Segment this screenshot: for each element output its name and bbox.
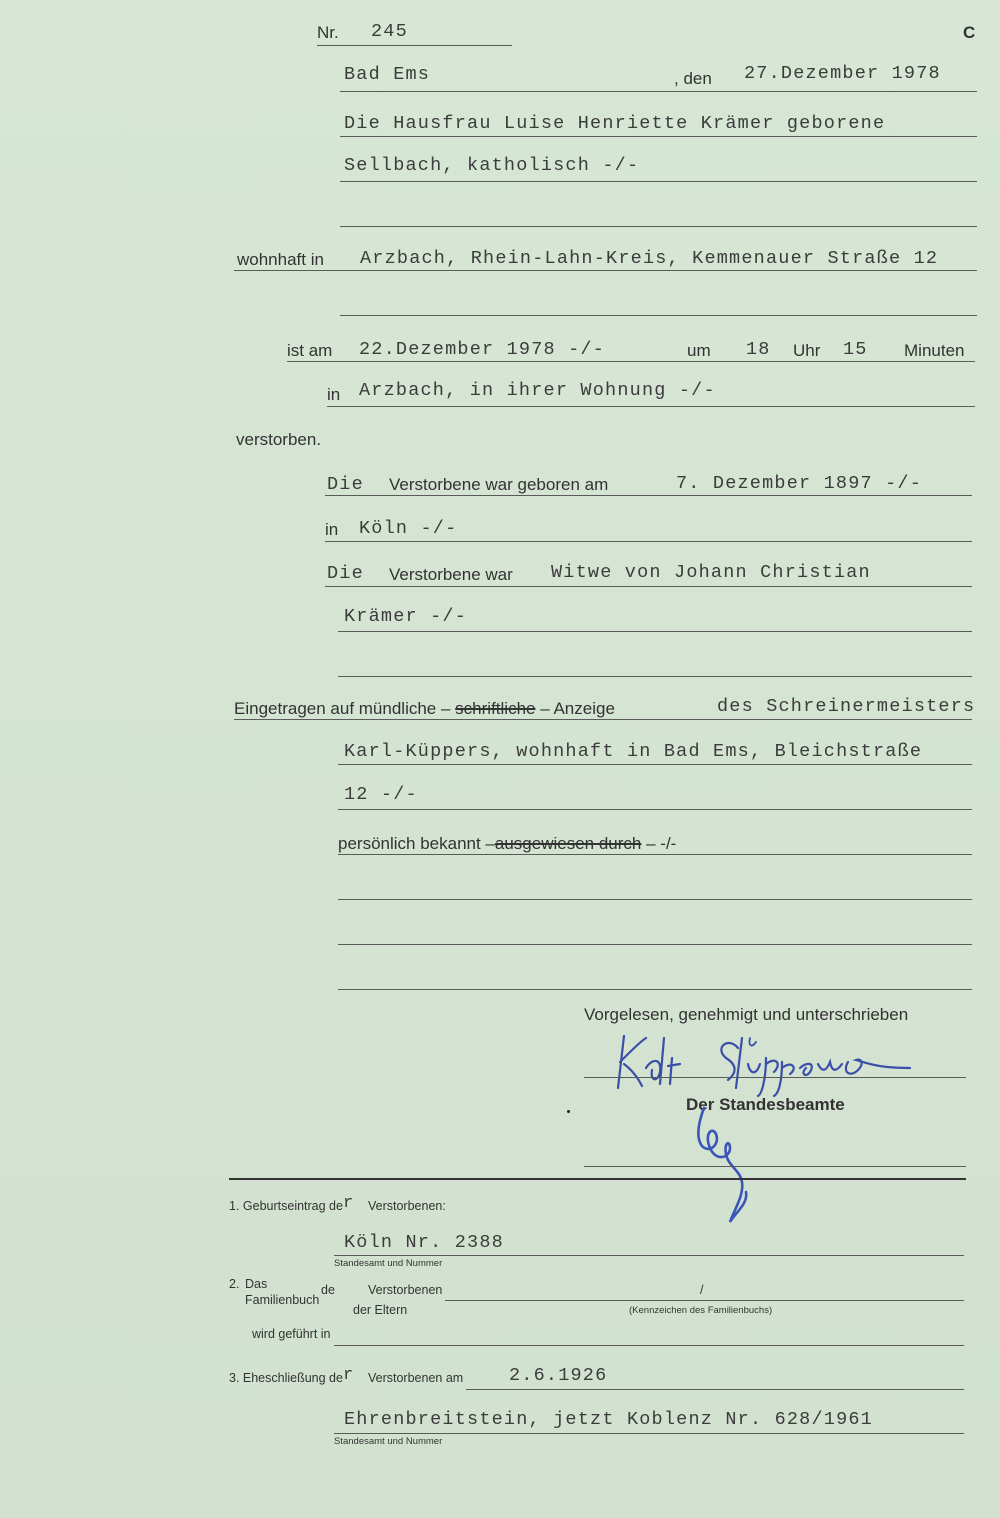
den-label: , den [674, 69, 712, 88]
marriage-date: 2.6.1926 [509, 1365, 608, 1386]
death-place-label: in [327, 385, 341, 404]
footer-divider [229, 1178, 966, 1180]
footer1-value: Köln Nr. 2388 [344, 1232, 504, 1253]
rule [325, 541, 972, 542]
birth-label: Verstorbene war geboren am [389, 475, 609, 494]
footer2-eltern: der Eltern [353, 1303, 408, 1317]
rule [338, 854, 972, 855]
status-line1: Witwe von Johann Christian [551, 562, 871, 583]
rule [334, 1255, 964, 1256]
rule [340, 226, 977, 227]
death-date-label: ist am [287, 341, 333, 360]
um-label: um [687, 341, 711, 360]
nr-underline [317, 45, 512, 46]
report-label-struck: schriftliche [455, 699, 536, 718]
rule [325, 586, 972, 587]
informant-line2: Karl-Küppers, wohnhaft in Bad Ems, Bleichstraße [344, 741, 923, 762]
nr-value: 245 [371, 21, 408, 42]
rule [334, 1345, 964, 1346]
footer1-suffix: r [343, 1194, 355, 1213]
footer2-familienbuch: Familienbuch [245, 1293, 320, 1307]
rule [338, 989, 972, 990]
residence-value: Arzbach, Rhein-Lahn-Kreis, Kemmenauer Straße 12 [360, 248, 939, 269]
sig-umlaut [749, 1038, 756, 1045]
known-label [338, 834, 676, 854]
footer2-de: de [321, 1283, 335, 1297]
death-place: Arzbach, in ihrer Wohnung -/- [359, 380, 716, 401]
sig-kueppers [721, 1038, 910, 1096]
nr-label: Nr. [317, 23, 339, 42]
rule [445, 1300, 964, 1301]
rule [340, 181, 977, 182]
death-minutes: 15 [843, 339, 868, 360]
rule [338, 809, 972, 810]
signature-line [584, 1077, 966, 1078]
header-underline [340, 91, 977, 92]
footer2-das: Das [245, 1277, 268, 1291]
rule [327, 406, 975, 407]
known-label-pre: persönlich bekannt – [338, 834, 495, 853]
footer2-caption: (Kennzeichen des Familienbuchs) [629, 1305, 773, 1316]
birth-date: 7. Dezember 1897 -/- [676, 473, 923, 494]
record-date: 27.Dezember 1978 [744, 63, 941, 84]
status-label: Verstorbene war [389, 565, 513, 584]
report-label-post: – Anzeige [540, 699, 615, 718]
verstorben-label: verstorben. [236, 430, 322, 449]
known-label-post: – -/- [646, 834, 677, 853]
rule [287, 361, 975, 362]
ink-dot [567, 1110, 570, 1113]
deceased-name-line2: Sellbach, katholisch -/- [344, 155, 640, 176]
rule [340, 315, 977, 316]
footer1-caption: Standesamt und Nummer [334, 1258, 443, 1269]
footer3-suffix: r [343, 1366, 355, 1385]
status-line2: Krämer -/- [344, 606, 468, 627]
registrar-signature-line [584, 1166, 966, 1167]
status-prefix: Die [327, 563, 364, 584]
read-approved-label: Vorgelesen, genehmigt und unterschrieben [584, 1005, 909, 1024]
registrar-label: Der Standesbeamte [686, 1095, 845, 1114]
rule [338, 944, 972, 945]
footer3-verstorbenen: Verstorbenen am [368, 1371, 464, 1385]
rule [334, 1433, 964, 1434]
footer3-caption: Standesamt und Nummer [334, 1436, 443, 1447]
footer1-verstorbenen: Verstorbenen: [368, 1199, 446, 1213]
residence-label: wohnhaft in [237, 250, 324, 269]
rule [325, 495, 972, 496]
registrar-signature [690, 1100, 760, 1230]
deceased-name-line1: Die Hausfrau Luise Henriette Krämer geborene [344, 113, 886, 134]
death-hour: 18 [746, 339, 771, 360]
footer3-label: 3. Eheschließung de [229, 1371, 343, 1385]
registrar-sig-stroke [698, 1108, 746, 1222]
footer2-num: 2. [229, 1277, 240, 1291]
report-label [234, 699, 615, 719]
footer2-wird: wird geführt in [252, 1327, 331, 1341]
informant-signature [610, 1028, 930, 1098]
rule [338, 764, 972, 765]
informant-line1: des Schreinermeisters [717, 696, 976, 717]
death-date: 22.Dezember 1978 -/- [359, 339, 606, 360]
uhr-label: Uhr [793, 341, 821, 360]
footer1-label: 1. Geburtseintrag de [229, 1199, 343, 1213]
birth-prefix: Die [327, 474, 364, 495]
birth-place-label: in [325, 520, 339, 539]
footer2-slash: / [700, 1283, 704, 1297]
informant-line3: 12 -/- [344, 784, 418, 805]
known-label-struck: ausgewiesen durch [494, 834, 642, 853]
rule [338, 631, 972, 632]
footer2-verstorbenen: Verstorbenen [368, 1283, 443, 1297]
birth-place: Köln -/- [359, 518, 458, 539]
minuten-label: Minuten [904, 341, 965, 360]
rule [466, 1389, 964, 1390]
report-label-pre: Eingetragen auf mündliche – [234, 699, 451, 718]
rule [338, 899, 972, 900]
sig-karl [618, 1036, 680, 1088]
rule [234, 719, 972, 720]
rule [338, 676, 972, 677]
place-of-record: Bad Ems [344, 64, 431, 85]
corner-letter: C [963, 23, 976, 42]
rule [340, 136, 977, 137]
footer3-value: Ehrenbreitstein, jetzt Koblenz Nr. 628/1961 [344, 1409, 873, 1430]
rule [234, 270, 977, 271]
